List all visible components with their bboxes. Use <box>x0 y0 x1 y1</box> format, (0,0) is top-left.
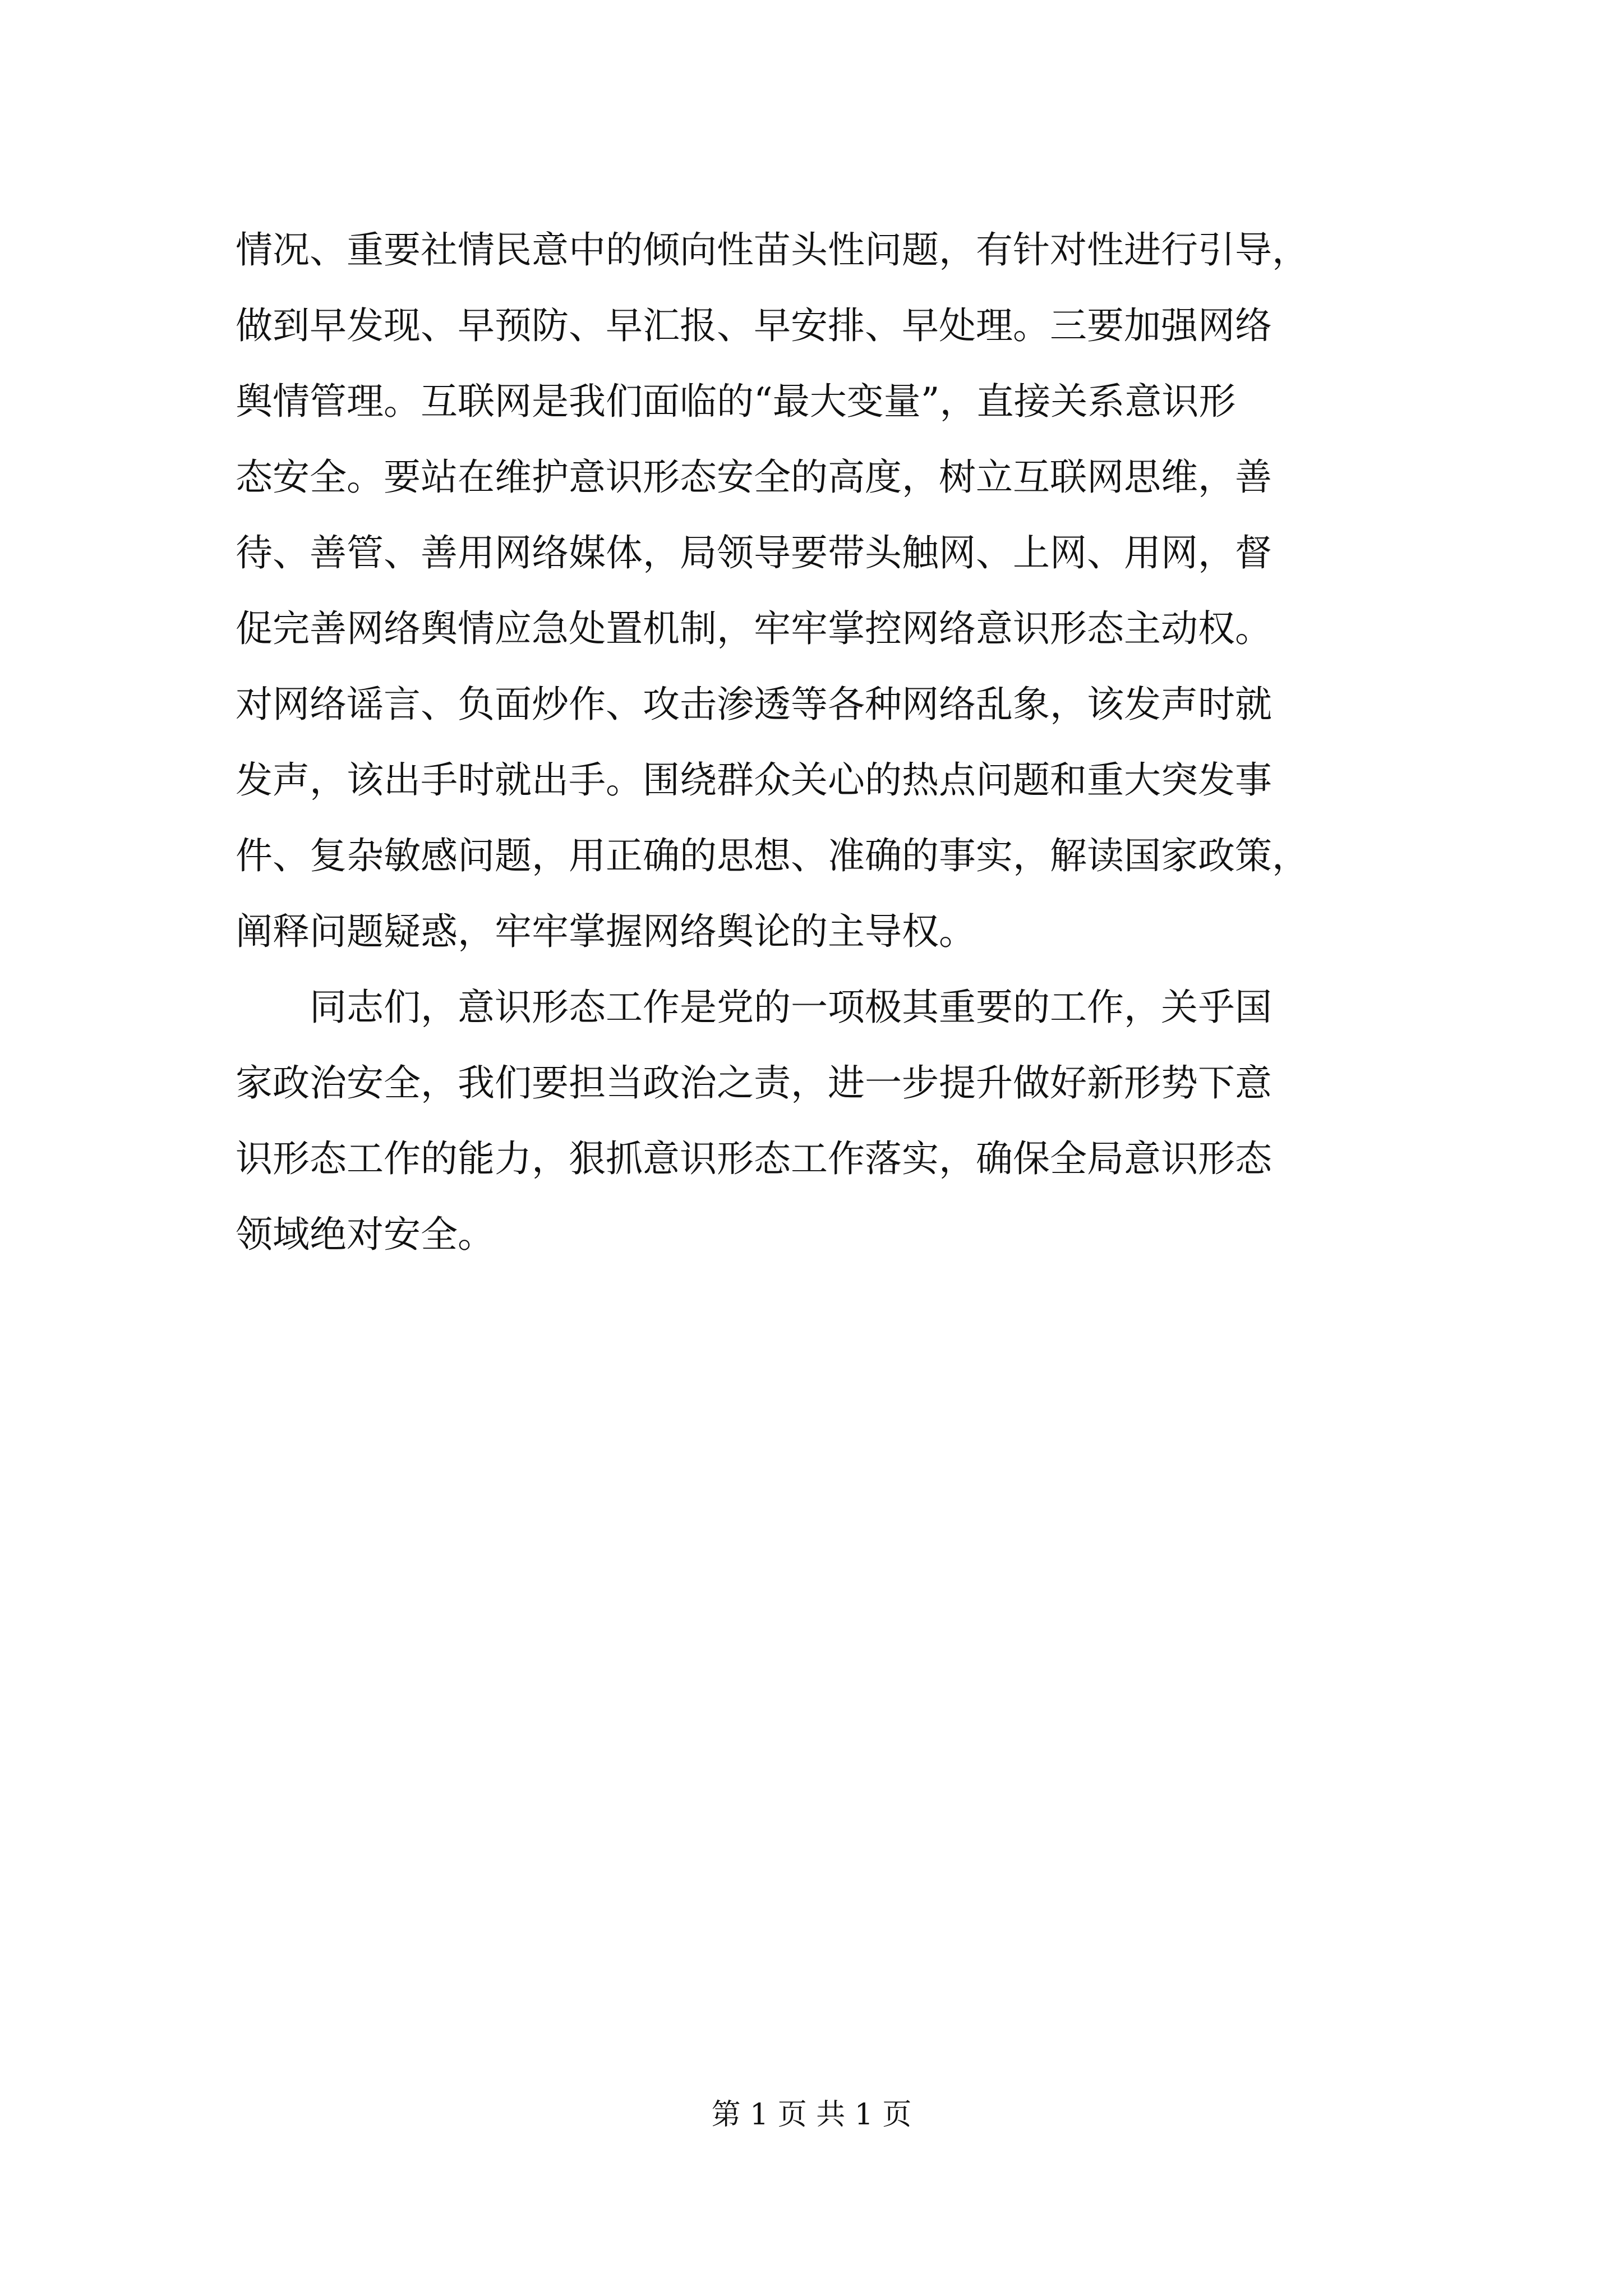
text-line: 促完善网络舆情应急处置机制，牢牢掌控网络意识形态主动权。 <box>236 607 1272 650</box>
text-line: 对网络谣言、负面炒作、攻击渗透等各种网络乱象，该发声时就 <box>236 683 1272 726</box>
text-line: 同志们，意识形态工作是党的一项极其重要的工作，关乎国 <box>310 986 1272 1029</box>
text-line: 发声，该出手时就出手。围绕群众关心的热点问题和重大突发事 <box>236 758 1272 802</box>
text-line: 做到早发现、早预防、早汇报、早安排、早处理。三要加强网络 <box>236 304 1272 347</box>
text-line: 阐释问题疑惑，牢牢掌握网络舆论的主导权。 <box>236 910 976 953</box>
page-footer: 第 1 页 共 1 页 <box>711 2098 912 2132</box>
text-line: 家政治安全，我们要担当政治之责，进一步提升做好新形势下意 <box>236 1061 1272 1105</box>
text-line: 识形态工作的能力，狠抓意识形态工作落实，确保全局意识形态 <box>236 1137 1272 1180</box>
text-line: 待、善管、善用网络媒体，局领导要带头触网、上网、用网，督 <box>236 531 1272 574</box>
text-line: 舆情管理。互联网是我们面临的“最大变量”，直接关系意识形 <box>236 380 1236 423</box>
text-line: 件、复杂敏感问题，用正确的思想、准确的事实，解读国家政策， <box>236 834 1309 877</box>
text-line: 领域绝对安全。 <box>236 1213 495 1256</box>
text-line: 情况、重要社情民意中的倾向性苗头性问题，有针对性进行引导， <box>236 228 1309 272</box>
document-body <box>236 212 1447 1272</box>
paragraph-2 <box>236 969 1447 1272</box>
paragraph-1 <box>236 212 1447 969</box>
text-line: 态安全。要站在维护意识形态安全的高度，树立互联网思维，善 <box>236 455 1272 499</box>
